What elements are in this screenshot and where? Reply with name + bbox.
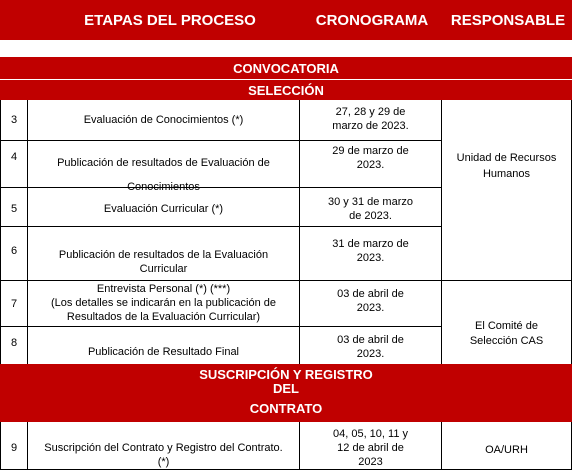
row-etapa-line: Publicación de resultados de la Evaluación [58, 249, 269, 261]
row-cronograma [300, 237, 441, 265]
responsable-oa: OA/URH [485, 444, 528, 456]
row-etapa [28, 248, 299, 276]
row-etapa-line: (*) [157, 456, 170, 468]
row-etapa-line: Publicación de Resultado Final [87, 346, 240, 358]
grid-line [0, 226, 441, 227]
header-responsable: RESPONSABLE [450, 11, 566, 29]
row-cronograma-line: 2023. [356, 348, 385, 360]
row-etapa [28, 113, 299, 127]
row-etapa-line: Suscripción del Contrato y Registro del Contrato. [44, 442, 283, 454]
row-cronograma-line: de 2023. [349, 210, 392, 222]
row-cronograma [300, 144, 441, 172]
row-etapa-line: (Los detalles se indicarán en la publicación de [50, 297, 277, 309]
responsable-comite-line: Selección CAS [469, 335, 544, 347]
row-cronograma-line: 31 de marzo de [332, 238, 409, 250]
row-etapa-line: Publicación de resultados de Evaluación de [57, 157, 270, 169]
section-seleccion [0, 80, 572, 100]
section-convocatoria-label: CONVOCATORIA [233, 60, 339, 76]
row-etapa-line: Conocimientos [127, 181, 200, 193]
row-etapa [28, 282, 299, 324]
row-cronograma-line: 27, 28 y 29 de [335, 106, 406, 118]
row-number: 8 [10, 337, 18, 349]
section-convocatoria [0, 57, 572, 79]
grid-line [0, 140, 441, 141]
section-suscripcion [0, 364, 572, 422]
row-cronograma [300, 287, 441, 315]
row-cronograma-line: 04, 05, 10, 11 y [332, 428, 409, 440]
section-suscripcion-line: DEL [273, 381, 299, 396]
row-number: 4 [10, 151, 18, 163]
row-etapa [28, 202, 299, 216]
row-etapa-line: Curricular [139, 263, 188, 275]
row-cronograma [300, 427, 441, 469]
row-cronograma [300, 195, 441, 223]
responsable-comite-line: El Comité de [475, 320, 538, 332]
row-etapa-line: Entrevista Personal (*) (***) [96, 283, 231, 295]
row-number: 7 [10, 298, 18, 310]
responsable-comite [442, 319, 571, 349]
row-cronograma-line: 2023. [356, 159, 385, 171]
row-cronograma-line: 03 de abril de [337, 288, 404, 300]
row-cronograma-line: 2023. [356, 252, 385, 264]
row-cronograma [300, 105, 441, 133]
responsable-urh [442, 150, 571, 182]
section-suscripcion-line: SUSCRIPCIÓN Y REGISTRO [199, 367, 373, 382]
row-cronograma [300, 333, 441, 361]
responsable-urh-line: Unidad de Recursos [456, 152, 557, 164]
row-cronograma-line: 30 y 31 de marzo [328, 196, 413, 208]
grid-line [0, 326, 441, 327]
section-seleccion-label: SELECCIÓN [248, 82, 324, 98]
grid-line [0, 280, 572, 281]
header-etapas: ETAPAS DEL PROCESO [84, 11, 256, 29]
row-etapa-line: Evaluación Curricular (*) [103, 203, 224, 215]
row-cronograma-line: 2023. [356, 302, 385, 314]
row-number: 9 [10, 442, 18, 454]
row-cronograma-line: marzo de 2023. [332, 120, 409, 132]
row-cronograma-line: 03 de abril de [337, 334, 404, 346]
row-number: 6 [10, 245, 18, 257]
table-header [0, 0, 572, 40]
row-etapa [28, 441, 299, 469]
header-cronograma: CRONOGRAMA [315, 11, 429, 29]
row-number: 3 [10, 114, 18, 126]
row-etapa [28, 151, 299, 199]
section-suscripcion-line: CONTRATO [249, 401, 323, 416]
row-cronograma-line: 2023 [358, 456, 383, 468]
row-etapa-line: Evaluación de Conocimientos (*) [83, 114, 244, 126]
responsable-urh-line: Humanos [482, 168, 531, 180]
row-cronograma-line: 29 de marzo de [332, 145, 409, 157]
row-etapa [28, 345, 299, 359]
row-etapa-line: Resultados de la Evaluación Curricular) [66, 311, 261, 323]
row-number: 5 [10, 203, 18, 215]
row-cronograma-line: 12 de abril de [337, 442, 404, 454]
